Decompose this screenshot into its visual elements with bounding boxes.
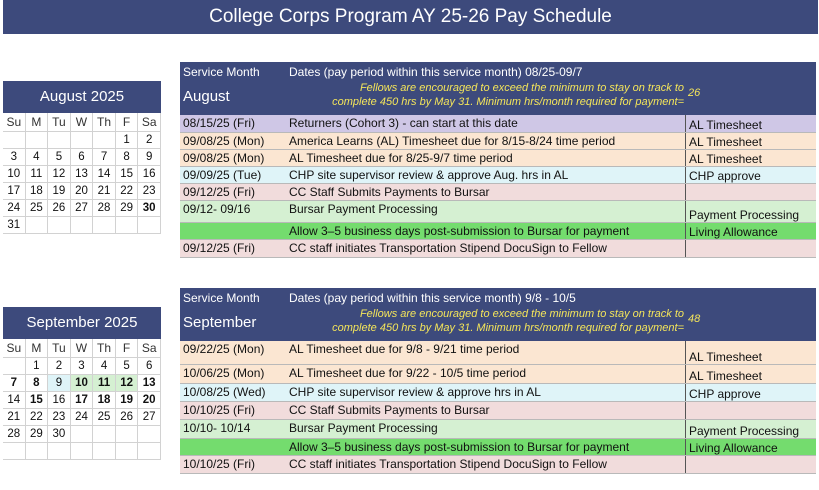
weekday-label: W — [71, 113, 94, 132]
row-category — [685, 150, 816, 166]
weekday-label: W — [71, 339, 94, 358]
row-description: CHP site supervisor review & approve hrs in AL — [289, 385, 541, 399]
schedule-row — [180, 184, 816, 201]
calendar-day: 1 — [116, 132, 139, 149]
calendar-day — [93, 132, 116, 149]
row-description: Allow 3–5 business days post-submission to Bursar for payment — [289, 440, 630, 454]
weekday-label: Sa — [138, 113, 161, 132]
calendar-day: 2 — [138, 132, 161, 149]
row-description: Bursar Payment Processing — [289, 421, 438, 435]
page-title: College Corps Program AY 25-26 Pay Schedule — [3, 0, 818, 34]
encouragement-note: Fellows are encouraged to exceed the minimum to stay on track to complete 450 hrs by May 31. Minimum hrs/month required for payment= — [332, 82, 684, 108]
calendar-day: 13 — [138, 375, 161, 392]
calendar-day: 8 — [116, 149, 139, 166]
service-month-name: August — [183, 88, 230, 105]
calendar-day: 3 — [3, 149, 26, 166]
header-dates: Dates (pay period within this service month) 08/25-09/7 — [289, 65, 583, 79]
calendar-day: 10 — [3, 166, 26, 183]
calendar-day: 25 — [93, 409, 116, 426]
calendar-day: 24 — [71, 409, 94, 426]
row-category-label: AL Timesheet — [689, 350, 762, 364]
calendar-day: 2 — [48, 358, 71, 375]
schedule-row — [180, 365, 816, 384]
calendar-day: 31 — [3, 217, 26, 234]
calendar-august — [3, 81, 161, 234]
row-category-label: AL Timesheet — [689, 152, 762, 166]
calendar-day: 5 — [116, 358, 139, 375]
schedule-table-september — [180, 288, 816, 474]
row-description: Allow 3–5 business days post-submission to Bursar for payment — [289, 224, 630, 238]
row-date: 09/09/25 (Tue) — [183, 168, 262, 182]
calendar-day: 22 — [26, 409, 49, 426]
row-date: 10/08/25 (Wed) — [183, 385, 266, 399]
calendar-day — [93, 217, 116, 234]
header-service-month: Service Month — [183, 65, 260, 79]
calendar-day: 20 — [71, 183, 94, 200]
schedule-rows — [180, 341, 816, 474]
header-dates: Dates (pay period within this service month) 9/8 - 10/5 — [289, 291, 576, 305]
weekday-label: M — [26, 113, 49, 132]
schedule-row — [180, 133, 816, 150]
row-category — [685, 223, 816, 239]
calendar-day: 19 — [48, 183, 71, 200]
header-service-month: Service Month — [183, 291, 260, 305]
schedule-rows — [180, 115, 816, 258]
minimum-hours: 48 — [688, 313, 701, 325]
row-description: Bursar Payment Processing — [289, 202, 438, 216]
weekday-label: Tu — [48, 339, 71, 358]
row-category-label: CHP approve — [689, 387, 761, 401]
calendar-day: 17 — [3, 183, 26, 200]
calendar-day: 24 — [3, 200, 26, 217]
row-date: 09/12/25 (Fri) — [183, 185, 256, 199]
weekday-label: Th — [93, 339, 116, 358]
calendar-day: 29 — [26, 426, 49, 443]
schedule-row — [180, 384, 816, 402]
row-date: 09/12- 09/16 — [183, 202, 251, 216]
calendar-day — [116, 426, 139, 443]
calendar-title: September 2025 — [3, 307, 161, 339]
calendar-day: 6 — [71, 149, 94, 166]
row-date: 10/10- 10/14 — [183, 421, 251, 435]
calendar-day: 11 — [26, 166, 49, 183]
row-category-label: AL Timesheet — [689, 135, 762, 149]
row-category — [685, 384, 816, 401]
weekday-label: Su — [3, 339, 26, 358]
calendar-day: 19 — [116, 392, 139, 409]
weekday-label: Su — [3, 113, 26, 132]
schedule-header — [180, 288, 816, 341]
calendar-day: 27 — [138, 409, 161, 426]
calendar-day: 13 — [71, 166, 94, 183]
calendar-grid — [3, 113, 161, 234]
row-category-label: AL Timesheet — [689, 369, 762, 383]
calendar-day — [26, 443, 49, 460]
row-category — [685, 365, 816, 383]
row-description: CC staff initiates Transportation Stipend DocuSign to Fellow — [289, 241, 607, 255]
calendar-day — [138, 426, 161, 443]
calendar-day: 17 — [71, 392, 94, 409]
schedule-row — [180, 456, 816, 474]
row-category — [685, 184, 816, 200]
calendar-day: 7 — [93, 149, 116, 166]
calendar-day: 16 — [138, 166, 161, 183]
row-category — [685, 167, 816, 183]
weekday-label: Tu — [48, 113, 71, 132]
row-category-label: Payment Processing — [689, 208, 800, 222]
row-category-label: CHP approve — [689, 169, 761, 183]
calendar-day: 1 — [26, 358, 49, 375]
calendar-day: 30 — [138, 200, 161, 217]
row-category — [685, 341, 816, 364]
row-date: 09/12/25 (Fri) — [183, 241, 256, 255]
row-description: CC Staff Submits Payments to Bursar — [289, 185, 490, 199]
calendar-day: 20 — [138, 392, 161, 409]
calendar-day: 14 — [3, 392, 26, 409]
calendar-day — [48, 132, 71, 149]
calendar-day: 15 — [116, 166, 139, 183]
calendar-day: 28 — [3, 426, 26, 443]
schedule-row — [180, 341, 816, 365]
row-category — [685, 201, 816, 222]
calendar-day: 18 — [26, 183, 49, 200]
calendar-day — [26, 132, 49, 149]
row-category-label: Living Allowance — [689, 441, 778, 455]
row-date: 10/06/25 (Mon) — [183, 366, 265, 380]
calendar-day: 5 — [48, 149, 71, 166]
weekday-label: M — [26, 339, 49, 358]
calendar-day: 7 — [3, 375, 26, 392]
row-category — [685, 402, 816, 419]
calendar-day: 25 — [26, 200, 49, 217]
row-date: 10/10/25 (Fri) — [183, 403, 256, 417]
calendar-day: 27 — [71, 200, 94, 217]
calendar-day — [93, 443, 116, 460]
weekday-label: F — [116, 113, 139, 132]
calendar-day: 10 — [71, 375, 94, 392]
calendar-september — [3, 307, 161, 460]
row-category — [685, 456, 816, 473]
row-category — [685, 115, 816, 132]
row-description: CC Staff Submits Payments to Bursar — [289, 403, 490, 417]
row-category-label: Payment Processing — [689, 424, 800, 438]
row-description: AL Timesheet due for 9/22 - 10/5 time period — [289, 366, 527, 380]
schedule-header — [180, 62, 816, 115]
calendar-day — [71, 217, 94, 234]
schedule-row — [180, 201, 816, 223]
row-date: 08/15/25 (Fri) — [183, 116, 256, 130]
weekday-label: Th — [93, 113, 116, 132]
row-description: CC staff initiates Transportation Stipend DocuSign to Fellow — [289, 457, 607, 471]
schedule-table-august — [180, 62, 816, 258]
row-category — [685, 420, 816, 438]
schedule-row — [180, 402, 816, 420]
row-category — [685, 240, 816, 257]
minimum-hours: 26 — [688, 87, 701, 99]
service-month-name: September — [183, 314, 257, 331]
schedule-row — [180, 115, 816, 133]
weekday-label: F — [116, 339, 139, 358]
calendar-day: 14 — [93, 166, 116, 183]
calendar-day — [138, 217, 161, 234]
row-category — [685, 439, 816, 455]
calendar-day: 11 — [93, 375, 116, 392]
calendar-day: 15 — [26, 392, 49, 409]
calendar-day — [116, 217, 139, 234]
calendar-day — [3, 132, 26, 149]
row-description: AL Timesheet due for 8/25-9/7 time period — [289, 151, 513, 165]
calendar-day — [71, 426, 94, 443]
calendar-day: 21 — [3, 409, 26, 426]
schedule-row — [180, 223, 816, 240]
calendar-day — [93, 426, 116, 443]
schedule-row — [180, 240, 816, 258]
encouragement-note: Fellows are encouraged to exceed the minimum to stay on track to complete 450 hrs by May 31. Minimum hrs/month required for payment= — [332, 308, 684, 334]
schedule-row — [180, 167, 816, 184]
row-category-label: AL Timesheet — [689, 118, 762, 132]
calendar-day: 18 — [93, 392, 116, 409]
weekday-label: Sa — [138, 339, 161, 358]
schedule-row — [180, 420, 816, 439]
calendar-day: 4 — [26, 149, 49, 166]
calendar-day: 23 — [48, 409, 71, 426]
row-description: CHP site supervisor review & approve Aug. hrs in AL — [289, 168, 569, 182]
row-date: 09/08/25 (Mon) — [183, 134, 265, 148]
calendar-day: 26 — [116, 409, 139, 426]
calendar-day — [3, 443, 26, 460]
calendar-day — [116, 443, 139, 460]
schedule-row — [180, 150, 816, 167]
calendar-day: 12 — [116, 375, 139, 392]
calendar-day: 29 — [116, 200, 139, 217]
calendar-day: 30 — [48, 426, 71, 443]
row-category — [685, 133, 816, 149]
calendar-day: 9 — [138, 149, 161, 166]
row-date: 09/08/25 (Mon) — [183, 151, 265, 165]
row-date: 09/22/25 (Mon) — [183, 342, 265, 356]
row-description: America Learns (AL) Timesheet due for 8/15-8/24 time period — [289, 134, 616, 148]
calendar-day: 6 — [138, 358, 161, 375]
calendar-day — [138, 443, 161, 460]
calendar-day: 21 — [93, 183, 116, 200]
calendar-title: August 2025 — [3, 81, 161, 113]
calendar-day — [48, 443, 71, 460]
calendar-day: 28 — [93, 200, 116, 217]
row-description: Returners (Cohort 3) - can start at this date — [289, 116, 518, 130]
row-category-label: Living Allowance — [689, 225, 778, 239]
calendar-day: 23 — [138, 183, 161, 200]
calendar-grid — [3, 339, 161, 460]
calendar-day — [3, 358, 26, 375]
calendar-day — [26, 217, 49, 234]
calendar-day: 8 — [26, 375, 49, 392]
calendar-day: 12 — [48, 166, 71, 183]
schedule-row — [180, 439, 816, 456]
calendar-day: 9 — [48, 375, 71, 392]
row-description: AL Timesheet due for 9/8 - 9/21 time period — [289, 342, 520, 356]
row-date: 10/10/25 (Fri) — [183, 457, 256, 471]
calendar-day: 22 — [116, 183, 139, 200]
calendar-day: 26 — [48, 200, 71, 217]
calendar-day: 3 — [71, 358, 94, 375]
calendar-day: 4 — [93, 358, 116, 375]
calendar-day: 16 — [48, 392, 71, 409]
calendar-day — [48, 217, 71, 234]
calendar-day — [71, 443, 94, 460]
calendar-day — [71, 132, 94, 149]
